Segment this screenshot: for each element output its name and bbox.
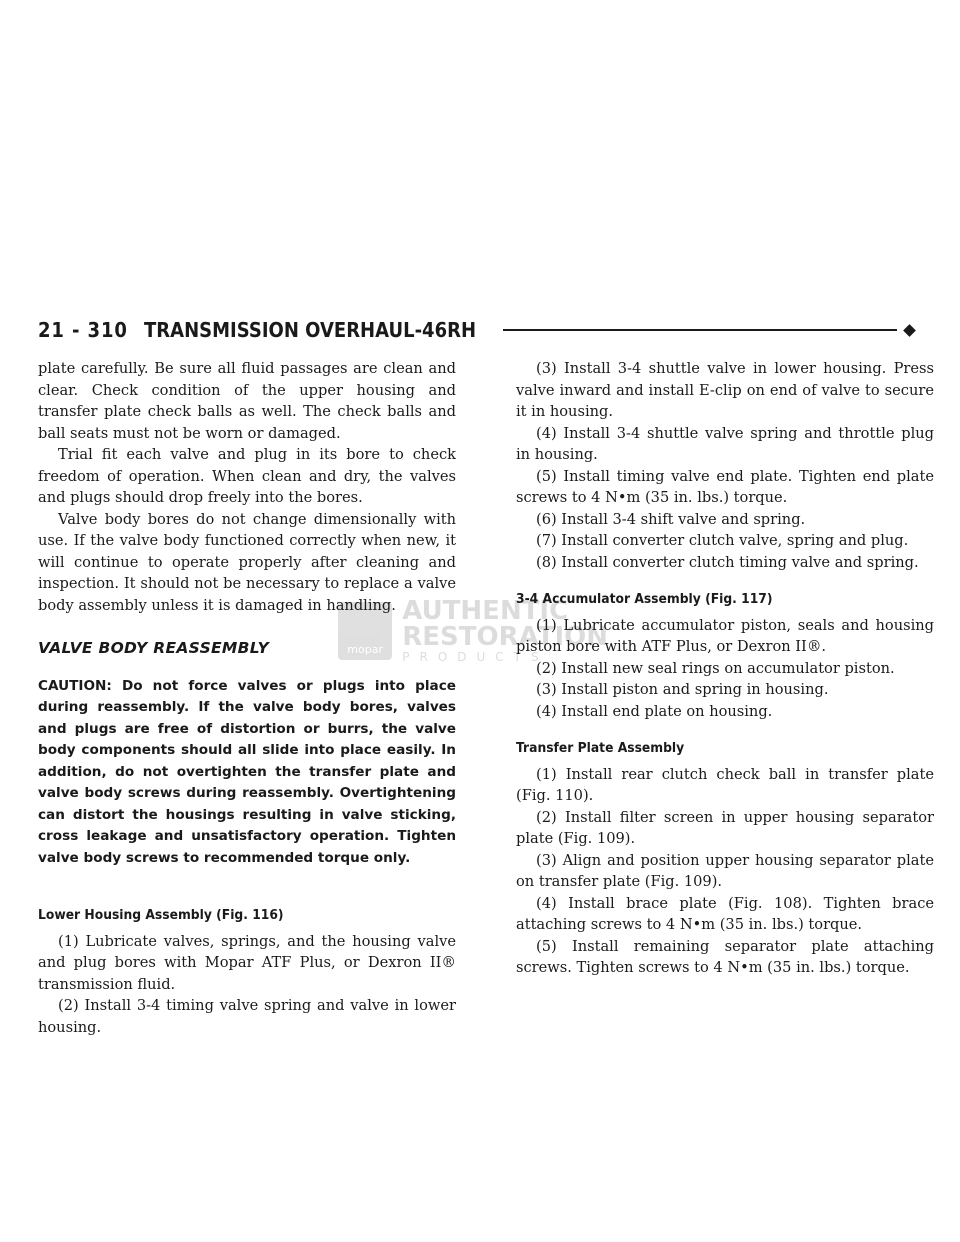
step: (1) Install rear clutch check ball in transfer plate (Fig. 110). [516, 765, 934, 804]
paragraph: Trial fit each valve and plug in its bore to check freedom of operation. When clean and dry, the valves and plugs should drop freely into the bores. [38, 446, 456, 506]
subsection-title: Lower Housing Assembly (Fig. 116) [38, 908, 284, 923]
section-title: VALVE BODY REASSEMBLY [38, 639, 270, 657]
step: (2) Install filter screen in upper housing separator plate (Fig. 109). [516, 808, 934, 847]
right-column [516, 358, 934, 979]
step: (2) Install 3-4 timing valve spring and valve in lower housing. [38, 997, 456, 1036]
step: (6) Install 3-4 shift valve and spring. [536, 510, 806, 528]
left-column [38, 358, 456, 1038]
header-rule [503, 329, 897, 331]
step: (3) Install 3-4 shuttle valve in lower housing. Press valve inward and install E-clip on end of valve to secure it in housing. [516, 360, 934, 420]
watermark-line1: AUTHENTIC [402, 596, 569, 626]
paragraph: plate carefully. Be sure all fluid passages are clean and clear. Check condition of the upper housing and transfer plate check balls as well. The check balls and ball seats must not be worn or damaged. [38, 360, 456, 442]
watermark-line3: PRODUCTS [402, 650, 549, 664]
step: (3) Install piston and spring in housing. [536, 681, 829, 698]
subsection-title: 3-4 Accumulator Assembly (Fig. 117) [516, 592, 773, 607]
subsection-title: Transfer Plate Assembly [516, 741, 685, 756]
diamond-icon [903, 324, 916, 337]
step: (4) Install brace plate (Fig. 108). Tighten brace attaching screws to 4 N•m (35 in. lbs.) torque. [516, 894, 934, 933]
step: (8) Install converter clutch timing valve and spring. [536, 553, 919, 571]
step: (7) Install converter clutch valve, spring and plug. [536, 532, 909, 549]
step: (5) Install timing valve end plate. Tighten end plate screws to 4 N•m (35 in. lbs.) torque. [516, 467, 934, 506]
watermark-line2: RESTORATION [402, 622, 608, 652]
mopar-logo: mopar [338, 602, 392, 660]
step: (4) Install 3-4 shuttle valve spring and throttle plug in housing. [516, 424, 934, 463]
page-title: TRANSMISSION OVERHAUL-46RH [143, 318, 476, 342]
step: (1) Lubricate accumulator piston, seals and housing piston bore with ATF Plus, or Dexron II®. [516, 616, 934, 655]
step: (4) Install end plate on housing. [536, 702, 773, 720]
page-number: 21 - 310 [38, 318, 128, 342]
step: (1) Lubricate valves, springs, and the housing valve and plug bores with Mopar ATF Plus, or Dexron II® transmission fluid. [38, 932, 456, 993]
step: (2) Install new seal rings on accumulator piston. [536, 659, 895, 677]
caution-note: CAUTION: Do not force valves or plugs into place during reassembly. If the valve body bores, valves and plugs are free of distortion or burrs, the valve body components should all slide into place easily. In addition, do not overtighten the transfer plate and valve body screws during reassembly. Overtightening can distort the housings resulting in valve sticking, cross leakage and unsatisfactory operation. Tighten valve body screws to recommended torque only. [38, 677, 456, 866]
page-header [38, 314, 918, 346]
paragraph: Valve body bores do not change dimensionally with use. If the valve body functioned correctly when new, it will continue to operate properly after cleaning and inspection. It should not be necessary to replace a valve body assembly unless it is damaged in handling. [38, 510, 456, 614]
step: (5) Install remaining separator plate attaching screws. Tighten screws to 4 N•m (35 in. lbs.) torque. [516, 937, 934, 976]
step: (3) Align and position upper housing separator plate on transfer plate (Fig. 109). [516, 851, 934, 890]
